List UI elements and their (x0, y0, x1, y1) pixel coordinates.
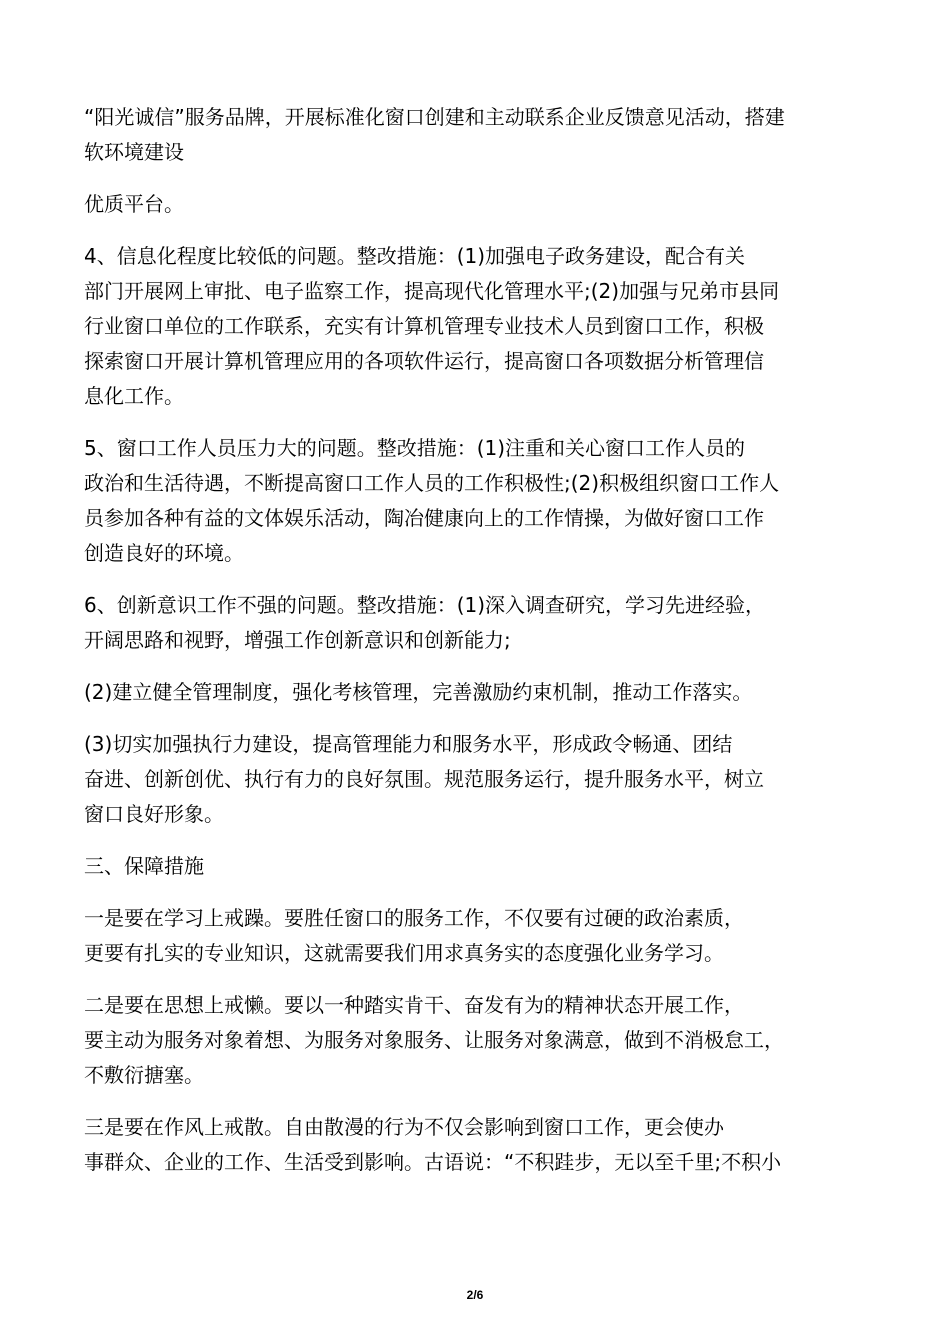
paragraph-6: (2)建立健全管理制度，强化考核管理，完善激励约束机制，推动工作落实。 (84, 680, 753, 704)
paragraph-2: 优质平台。 (84, 192, 184, 216)
paragraph-4: 5、窗口工作人员压力大的问题。整改措施：(1)注重和关心窗口工作人员的 政治和生活待遇，不断提高窗口工作人员的工作积极性;(2)积极组织窗口工作人 员参加各种有益的文体娱乐活动，陶冶健康向上的工作情操，为做好窗口工作 创造良好的环境。 (84, 436, 780, 565)
paragraph-11: 三是要在作风上戒散。自由散漫的行为不仅会影响到窗口工作，更会使办 事群众、企业的工作、生活受到影响。古语说：“不积跬步，无以至千里;不积小 (84, 1115, 782, 1174)
paragraph-1: “阳光诚信”服务品牌，开展标准化窗口创建和主动联系企业反馈意见活动，搭建 软环境建设 (84, 105, 785, 164)
paragraph-7: (3)切实加强执行力建设，提高管理能力和服务水平，形成政令畅通、团结 奋进、创新创优、执行有力的良好氛围。规范服务运行，提升服务水平，树立 窗口良好形象。 (84, 732, 764, 826)
paragraph-9: 一是要在学习上戒躁。要胜任窗口的服务工作，不仅要有过硬的政治素质， 更要有扎实的专业知识，这就需要我们用求真务实的态度强化业务学习。 (84, 906, 744, 965)
section-heading: 三、保障措施 (84, 854, 204, 878)
document-body (84, 100, 874, 1197)
page-number: 2/6 (466, 1288, 484, 1302)
paragraph-3: 4、信息化程度比较低的问题。整改措施：(1)加强电子政务建设，配合有关 部门开展网上审批、电子监察工作，提高现代化管理水平;(2)加强与兄弟市县同 行业窗口单位的工作联系，充实有计算机管理专业技术人员到窗口工作，积极 探索窗口开展计算机管理应用的各项软件运行，提高窗口各项数据分析管理信 息化工作。 (84, 244, 780, 408)
paragraph-10: 二是要在思想上戒懒。要以一种踏实肯干、奋发有为的精神状态开展工作， 要主动为服务对象着想、为服务对象服务、让服务对象满意，做到不消极怠工， 不敷衍搪塞。 (84, 993, 784, 1087)
paragraph-5: 6、创新意识工作不强的问题。整改措施：(1)深入调查研究，学习先进经验， 开阔思路和视野，增强工作创新意识和创新能力; (84, 593, 766, 652)
